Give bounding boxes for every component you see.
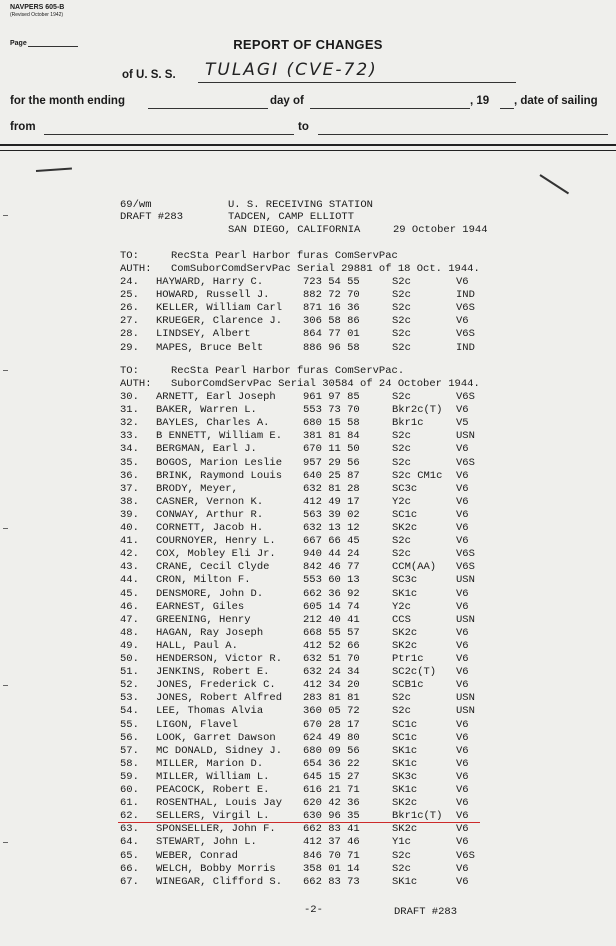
service-number: 940 44 24 (303, 548, 360, 561)
group1-to: RecSta Pearl Harbor furas ComServPac (171, 250, 398, 262)
rate: Y2c (392, 495, 411, 508)
classification: V6S (456, 391, 475, 403)
rate: S2c (392, 443, 411, 456)
service-number: 662 83 73 (303, 875, 360, 888)
rate: SCB1c (392, 679, 424, 692)
margin-tick (3, 370, 8, 371)
person-name: MC DONALD, Sidney J. (156, 744, 283, 757)
classification: V6 (456, 443, 469, 456)
service-number: 645 15 27 (303, 770, 360, 783)
classification: V6 (456, 810, 469, 823)
entry-number: 38. (120, 495, 139, 508)
rate: Bkr1c (392, 417, 424, 430)
entry-number: 45. (120, 587, 139, 600)
classification: V6S (456, 561, 475, 574)
entry-number: 54. (120, 705, 139, 718)
classification: V6 (456, 823, 469, 836)
service-number: 616 21 71 (303, 784, 360, 796)
rate: Y2c (392, 600, 411, 613)
rate: SC1c (392, 508, 418, 521)
service-number: 670 28 17 (303, 718, 360, 731)
rate: S2c CM1c (392, 469, 443, 482)
rate: SK1c (392, 744, 418, 757)
header-divider (0, 144, 616, 151)
person-name: JONES, Robert Alfred (156, 692, 283, 705)
classification: V6 (456, 315, 469, 328)
classification: USN (456, 705, 475, 718)
entry-number: 30. (120, 391, 139, 403)
rate: SK1c (392, 875, 418, 888)
person-name: BRODY, Meyer, (156, 482, 238, 495)
service-number: 846 70 71 (303, 849, 360, 862)
classification: V6 (456, 276, 469, 288)
service-number: 632 81 28 (303, 482, 360, 495)
classification: V6 (456, 653, 469, 665)
rate: S2c (392, 341, 411, 354)
group2-auth: SuborComdServPac Serial 30584 of 24 October 1944. (171, 378, 480, 390)
person-name: WEBER, Conrad (156, 849, 238, 862)
person-name: ARNETT, Earl Joseph (156, 391, 276, 403)
station-date: 29 October 1944 (393, 224, 488, 236)
rate: Y1c (392, 836, 411, 849)
classification: V6 (456, 836, 469, 849)
ship-name-handwritten: TULAGI (CVE-72) (205, 60, 378, 80)
person-name: LEE, Thomas Alvia (156, 705, 264, 718)
service-number: 306 58 86 (303, 315, 360, 328)
year-label: , 19 (470, 95, 490, 107)
rate: SK2c (392, 797, 418, 810)
service-number: 680 15 58 (303, 417, 360, 430)
person-name: EARNEST, Giles (156, 600, 245, 613)
person-name: LIGON, Flavel (156, 718, 238, 731)
entry-number: 44. (120, 574, 139, 587)
person-name: MILLER, Marion D. (156, 757, 264, 770)
entry-number: 56. (120, 731, 139, 744)
service-number: 553 73 70 (303, 404, 360, 417)
rate: S2c (392, 328, 411, 341)
service-number: 632 24 34 (303, 666, 360, 679)
entry-number: 67. (120, 875, 139, 888)
rate: SC3c (392, 574, 418, 587)
person-name: KRUEGER, Clarence J. (156, 315, 283, 328)
classification: V6 (456, 784, 469, 796)
rate: Bkr2c(T) (392, 404, 443, 417)
from-label: from (10, 121, 36, 133)
rate: SC1c (392, 731, 418, 744)
rate: S2c (392, 289, 411, 302)
entry-number: 60. (120, 784, 139, 796)
station-draft: DRAFT #283 (120, 211, 184, 223)
person-name: SPONSELLER, John F. (156, 823, 276, 836)
rate: SK2c (392, 522, 418, 534)
ship-line (198, 82, 516, 83)
classification: V6 (456, 495, 469, 508)
form-id: NAVPERS 605-B (10, 4, 65, 11)
from-line (44, 134, 294, 135)
entry-number: 31. (120, 404, 139, 417)
service-number: 283 81 81 (303, 692, 360, 705)
classification: V6 (456, 522, 469, 534)
classification: V6 (456, 508, 469, 521)
entry-number: 26. (120, 302, 139, 315)
classification: V6S (456, 456, 475, 469)
entry-number: 55. (120, 718, 139, 731)
classification: V6 (456, 770, 469, 783)
group2-to: RecSta Pearl Harbor furas ComServPac. (171, 365, 405, 377)
rate: S2c (392, 315, 411, 328)
entry-number: 47. (120, 613, 139, 626)
service-number: 412 34 20 (303, 679, 360, 692)
service-number: 668 55 57 (303, 626, 360, 639)
service-number: 871 16 36 (303, 302, 360, 315)
person-name: CONWAY, Arthur R. (156, 508, 264, 521)
service-number: 620 42 36 (303, 797, 360, 810)
rate: S2c (392, 456, 411, 469)
rate: SK1c (392, 757, 418, 770)
month-line (148, 108, 268, 109)
service-number: 412 52 66 (303, 639, 360, 652)
classification: V6 (456, 744, 469, 757)
service-number: 680 09 56 (303, 744, 360, 757)
person-name: HAYWARD, Harry C. (156, 276, 264, 288)
entry-number: 57. (120, 744, 139, 757)
rate: CCM(AA) (392, 561, 437, 574)
service-number: 662 83 41 (303, 823, 360, 836)
person-name: CASNER, Vernon K. (156, 495, 264, 508)
entry-number: 27. (120, 315, 139, 328)
entry-number: 24. (120, 276, 139, 288)
person-name: BAYLES, Charles A. (156, 417, 270, 430)
service-number: 882 72 70 (303, 289, 360, 302)
person-name: JONES, Frederick C. (156, 679, 276, 692)
service-number: 667 66 45 (303, 535, 360, 548)
entry-number: 50. (120, 653, 139, 665)
service-number: 624 49 80 (303, 731, 360, 744)
entry-number: 33. (120, 430, 139, 443)
entry-number: 34. (120, 443, 139, 456)
rate: S2c (392, 535, 411, 548)
person-name: LINDSEY, Albert (156, 328, 251, 341)
margin-mark (36, 167, 72, 172)
rate: S2c (392, 692, 411, 705)
service-number: 358 01 14 (303, 862, 360, 875)
entry-number: 64. (120, 836, 139, 849)
rate: CCS (392, 613, 411, 626)
service-number: 640 25 87 (303, 469, 360, 482)
classification: V6 (456, 600, 469, 613)
classification: V6S (456, 302, 475, 315)
service-number: 632 13 12 (303, 522, 360, 534)
classification: V6 (456, 718, 469, 731)
person-name: CORNETT, Jacob H. (156, 522, 264, 534)
rate: S2c (392, 276, 411, 288)
entry-number: 37. (120, 482, 139, 495)
person-name: BRINK, Raymond Louis (156, 469, 283, 482)
station-city: SAN DIEGO, CALIFORNIA (228, 224, 361, 236)
day-label: day of (270, 95, 304, 107)
entry-number: 66. (120, 862, 139, 875)
classification: V6S (456, 849, 475, 862)
entry-number: 59. (120, 770, 139, 783)
entry-number: 58. (120, 757, 139, 770)
service-number: 630 96 35 (303, 810, 360, 823)
classification: V6 (456, 679, 469, 692)
classification: V6 (456, 535, 469, 548)
entry-number: 65. (120, 849, 139, 862)
person-name: ROSENTHAL, Louis Jay (156, 797, 283, 810)
year-line (500, 108, 514, 109)
rate: SK1c (392, 587, 418, 600)
person-name: SELLERS, Virgil L. (156, 810, 270, 823)
person-name: CRANE, Cecil Clyde (156, 561, 270, 574)
rate: S2c (392, 849, 411, 862)
sailing-label: , date of sailing (514, 95, 598, 107)
service-number: 632 51 70 (303, 653, 360, 665)
person-name: HOWARD, Russell J. (156, 289, 270, 302)
rate: SC3c (392, 482, 418, 495)
person-name: BERGMAN, Earl J. (156, 443, 257, 456)
person-name: MAPES, Bruce Belt (156, 341, 264, 354)
entry-number: 49. (120, 639, 139, 652)
rate: S2c (392, 302, 411, 315)
classification: V5 (456, 417, 469, 430)
entry-number: 39. (120, 508, 139, 521)
station-name: U. S. RECEIVING STATION (228, 199, 373, 211)
person-name: BAKER, Warren L. (156, 404, 257, 417)
person-name: LOOK, Garret Dawson (156, 731, 276, 744)
classification: V6 (456, 731, 469, 744)
rate: SK2c (392, 626, 418, 639)
service-number: 605 14 74 (303, 600, 360, 613)
rate: SK3c (392, 770, 418, 783)
classification: V6 (456, 757, 469, 770)
classification: IND (456, 289, 475, 302)
service-number: 553 60 13 (303, 574, 360, 587)
red-underline (118, 822, 480, 823)
margin-tick (3, 842, 8, 843)
rate: S2c (392, 391, 411, 403)
margin-tick (3, 215, 8, 216)
margin-tick (3, 685, 8, 686)
person-name: B ENNETT, William E. (156, 430, 283, 443)
service-number: 957 29 56 (303, 456, 360, 469)
group2-to-label: TO: (120, 365, 139, 377)
station-camp: TADCEN, CAMP ELLIOTT (228, 211, 355, 223)
footer-draft: DRAFT #283 (394, 906, 458, 918)
person-name: COX, Mobley Eli Jr. (156, 548, 276, 561)
classification: USN (456, 430, 475, 443)
person-name: JENKINS, Robert E. (156, 666, 270, 679)
service-number: 381 81 84 (303, 430, 360, 443)
group1-auth: ComSuborComdServPac Serial 29881 of 18 Oct. 1944. (171, 263, 480, 275)
service-number: 654 36 22 (303, 757, 360, 770)
classification: V6 (456, 626, 469, 639)
classification: V6 (456, 482, 469, 495)
entry-number: 40. (120, 522, 139, 534)
classification: USN (456, 574, 475, 587)
classification: V6 (456, 862, 469, 875)
service-number: 662 36 92 (303, 587, 360, 600)
person-name: PEACOCK, Robert E. (156, 784, 270, 796)
page-label: Page (10, 40, 27, 47)
entry-number: 43. (120, 561, 139, 574)
ship-label: of U. S. S. (122, 69, 176, 81)
person-name: WINEGAR, Clifford S. (156, 875, 283, 888)
classification: V6 (456, 587, 469, 600)
person-name: STEWART, John L. (156, 836, 257, 849)
rate: SC1c (392, 718, 418, 731)
classification: V6 (456, 469, 469, 482)
entry-number: 25. (120, 289, 139, 302)
rate: Bkr1c(T) (392, 810, 443, 823)
entry-number: 62. (120, 810, 139, 823)
service-number: 842 46 77 (303, 561, 360, 574)
classification: V6S (456, 548, 475, 561)
service-number: 723 54 55 (303, 276, 360, 288)
service-number: 670 11 50 (303, 443, 360, 456)
service-number: 886 96 58 (303, 341, 360, 354)
group1-auth-label: AUTH: (120, 263, 152, 275)
entry-number: 42. (120, 548, 139, 561)
entry-number: 53. (120, 692, 139, 705)
person-name: DENSMORE, John D. (156, 587, 264, 600)
entry-number: 48. (120, 626, 139, 639)
entry-number: 63. (120, 823, 139, 836)
service-number: 212 40 41 (303, 613, 360, 626)
person-name: KELLER, William Carl (156, 302, 283, 315)
footer-page-number: -2- (304, 904, 323, 916)
service-number: 961 97 85 (303, 391, 360, 403)
service-number: 563 39 02 (303, 508, 360, 521)
rate: S2c (392, 862, 411, 875)
margin-mark (539, 174, 569, 194)
service-number: 360 05 72 (303, 705, 360, 718)
classification: IND (456, 341, 475, 354)
form-revision: (Revised October 1942) (10, 12, 64, 18)
classification: V6 (456, 797, 469, 810)
rate: S2c (392, 705, 411, 718)
rate: SC2c(T) (392, 666, 437, 679)
classification: USN (456, 613, 475, 626)
to-line (318, 134, 608, 135)
person-name: MILLER, William L. (156, 770, 270, 783)
entry-number: 36. (120, 469, 139, 482)
entry-number: 41. (120, 535, 139, 548)
group1-to-label: TO: (120, 250, 139, 262)
person-name: COURNOYER, Henry L. (156, 535, 276, 548)
station-ref: 69/wm (120, 199, 152, 211)
classification: V6S (456, 328, 475, 341)
person-name: CRON, Milton F. (156, 574, 251, 587)
rate: SK2c (392, 823, 418, 836)
entry-number: 28. (120, 328, 139, 341)
service-number: 864 77 01 (303, 328, 360, 341)
classification: V6 (456, 404, 469, 417)
person-name: BOGOS, Marion Leslie (156, 456, 283, 469)
rate: S2c (392, 430, 411, 443)
classification: V6 (456, 875, 469, 888)
rate: S2c (392, 548, 411, 561)
rate: SK2c (392, 639, 418, 652)
service-number: 412 49 17 (303, 495, 360, 508)
person-name: WELCH, Bobby Morris (156, 862, 276, 875)
entry-number: 29. (120, 341, 139, 354)
to-label: to (298, 121, 309, 133)
entry-number: 61. (120, 797, 139, 810)
person-name: HAGAN, Ray Joseph (156, 626, 264, 639)
entry-number: 35. (120, 456, 139, 469)
service-number: 412 37 46 (303, 836, 360, 849)
entry-number: 52. (120, 679, 139, 692)
day-line (310, 108, 470, 109)
classification: V6 (456, 639, 469, 652)
entry-number: 46. (120, 600, 139, 613)
rate: Ptr1c (392, 653, 424, 665)
person-name: HENDERSON, Victor R. (156, 653, 283, 665)
group2-auth-label: AUTH: (120, 378, 152, 390)
report-title: REPORT OF CHANGES (233, 37, 383, 52)
month-label: for the month ending (10, 95, 125, 107)
entry-number: 51. (120, 666, 139, 679)
classification: V6 (456, 666, 469, 679)
classification: USN (456, 692, 475, 705)
person-name: HALL, Paul A. (156, 639, 238, 652)
margin-tick (3, 528, 8, 529)
rate: SK1c (392, 784, 418, 796)
person-name: GREENING, Henry (156, 613, 251, 626)
entry-number: 32. (120, 417, 139, 430)
